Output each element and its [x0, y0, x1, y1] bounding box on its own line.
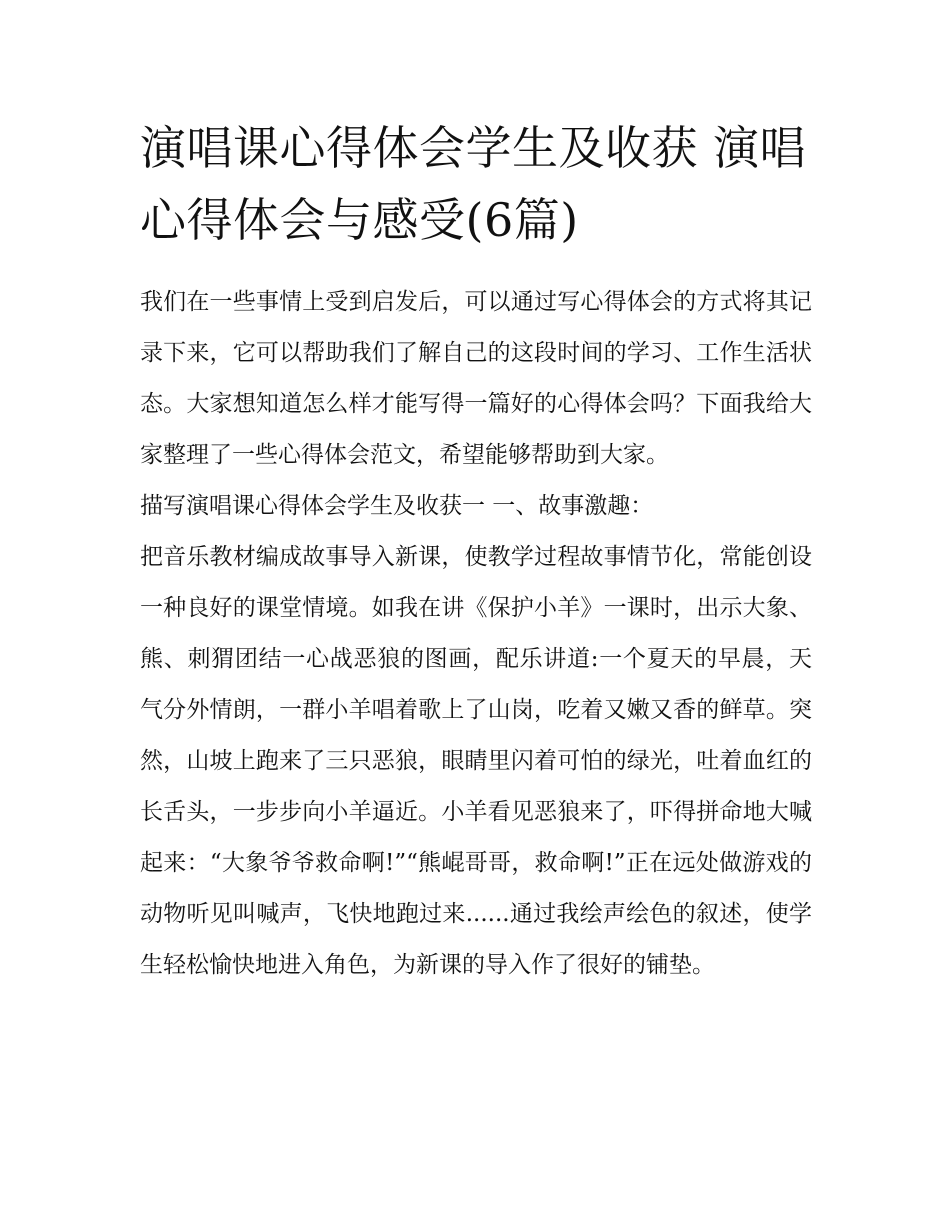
document-page — [140, 112, 812, 991]
body-paragraph: 把音乐教材编成故事导入新课，使教学过程故事情节化，常能创设一种良好的课堂情境。如我在讲《保护小羊》一课时，出示大象、熊、刺猬团结一心战恶狼的图画，配乐讲道:一个夏天的早晨，天气分外情朗，一群小羊唱着歌上了山岗，吃着又嫩又香的鲜草。突然，山坡上跑来了三只恶狼，眼睛里闪着可怕的绿光，吐着血红的长舌头，一步步向小羊逼近。小羊看见恶狼来了，吓得拼命地大喊起来：“大象爷爷救命啊!”“熊崐哥哥，救命啊!”正在远处做游戏的动物听见叫喊声，飞快地跑过来......通过我绘声绘色的叙述，使学生轻松愉快地进入角色，为新课的导入作了很好的铺垫。 — [140, 544, 812, 978]
intro-paragraph: 我们在一些事情上受到启发后，可以通过写心得体会的方式将其记录下来，它可以帮助我们了解自己的这段时间的学习、工作生活状态。大家想知道怎么样才能写得一篇好的心得体会吗？下面我给大家整理了一些心得体会范文，希望能够帮助到大家。 — [140, 289, 812, 468]
section-heading: 描写演唱课心得体会学生及收获一 一、故事激趣： — [140, 493, 654, 519]
document-title: 演唱课心得体会学生及收获 演唱心得体会与感受(6篇) — [140, 121, 807, 247]
